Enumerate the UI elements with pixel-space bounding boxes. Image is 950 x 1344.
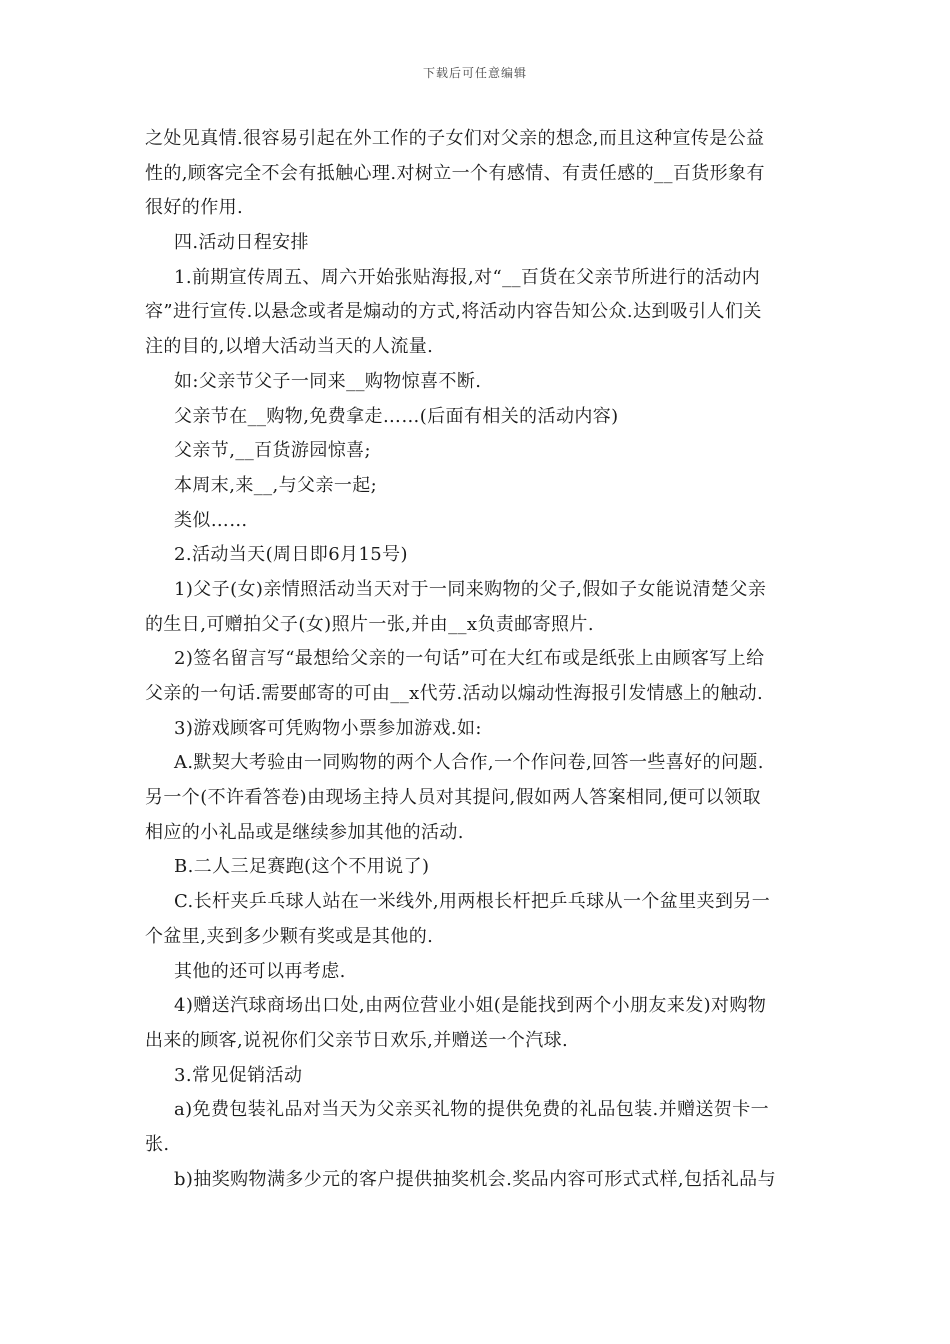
text-line: 3)游戏顾客可凭购物小票参加游戏.如:	[174, 717, 482, 739]
text-line: 如:父亲节父子一同来__购物惊喜不断.	[174, 370, 482, 392]
text-line: 父亲的一句话.需要邮寄的可由__x代劳.活动以煽动性海报引发情感上的触动.	[145, 683, 764, 704]
text-line: 2)签名留言写“最想给父亲的一句话”可在大红布或是纸张上由顾客写上给	[174, 648, 765, 670]
text-line: 四.活动日程安排	[174, 232, 309, 254]
text-line: b)抽奖购物满多少元的客户提供抽奖机会.奖品内容可形式式样,包括礼品与	[174, 1168, 776, 1190]
text-line: 很好的作用.	[145, 197, 244, 219]
text-line: A.默契大考验由一同购物的两个人合作,一个作问卷,回答一些喜好的问题.	[174, 752, 764, 774]
text-line: 张.	[145, 1133, 170, 1155]
document-body	[145, 122, 813, 1197]
text-line: 另一个(不许看答卷)由现场主持人员对其提问,假如两人答案相同,便可以领取	[145, 787, 761, 809]
text-line: 1)父子(女)亲情照活动当天对于一同来购物的父子,假如子女能说清楚父亲	[174, 578, 767, 600]
text-line: 的生日,可赠拍父子(女)照片一张,并由__x负责邮寄照片.	[145, 613, 594, 635]
text-line: a)免费包装礼品对当天为父亲买礼物的提供免费的礼品包装.并赠送贺卡一	[174, 1099, 770, 1121]
text-line: 注的目的,以增大活动当天的人流量.	[145, 336, 434, 358]
text-line: 本周末,来__,与父亲一起;	[174, 474, 378, 496]
text-line: 其他的还可以再考虑.	[174, 960, 346, 982]
text-line: 之处见真情.很容易引起在外工作的子女们对父亲的想念,而且这种宣传是公益	[145, 128, 765, 149]
text-line: 性的,顾客完全不会有抵触心理.对树立一个有感情、有责任感的__百货形象有	[145, 162, 765, 184]
text-line: 相应的小礼品或是继续参加其他的活动.	[145, 821, 464, 843]
page-header: 下载后可任意编辑	[422, 66, 527, 80]
text-line: 父亲节在__购物,免费拿走……(后面有相关的活动内容)	[174, 405, 619, 427]
text-line: 4)赠送汽球商场出口处,由两位营业小姐(是能找到两个小朋友来发)对购物	[174, 995, 767, 1017]
text-line: 类似……	[174, 509, 248, 531]
text-line: 出来的顾客,说祝你们父亲节日欢乐,并赠送一个汽球.	[145, 1029, 569, 1051]
text-line: B.二人三足赛跑(这个不用说了)	[174, 856, 430, 878]
text-line: 1.前期宣传周五、周六开始张贴海报,对“__百货在父亲节所进行的活动内	[174, 266, 761, 288]
text-line: 容”进行宣传.以悬念或者是煽动的方式,将活动内容告知公众.达到吸引人们关	[145, 301, 762, 323]
text-line: 个盆里,夹到多少颗有奖或是其他的.	[145, 925, 434, 947]
text-line: C.长杆夹乒乓球人站在一米线外,用两根长杆把乒乓球从一个盆里夹到另一	[174, 891, 771, 913]
text-line: 2.活动当天(周日即6月15号)	[174, 544, 408, 566]
text-line: 父亲节,__百货游园惊喜;	[174, 440, 371, 462]
text-line: 3.常见促销活动	[174, 1064, 303, 1086]
